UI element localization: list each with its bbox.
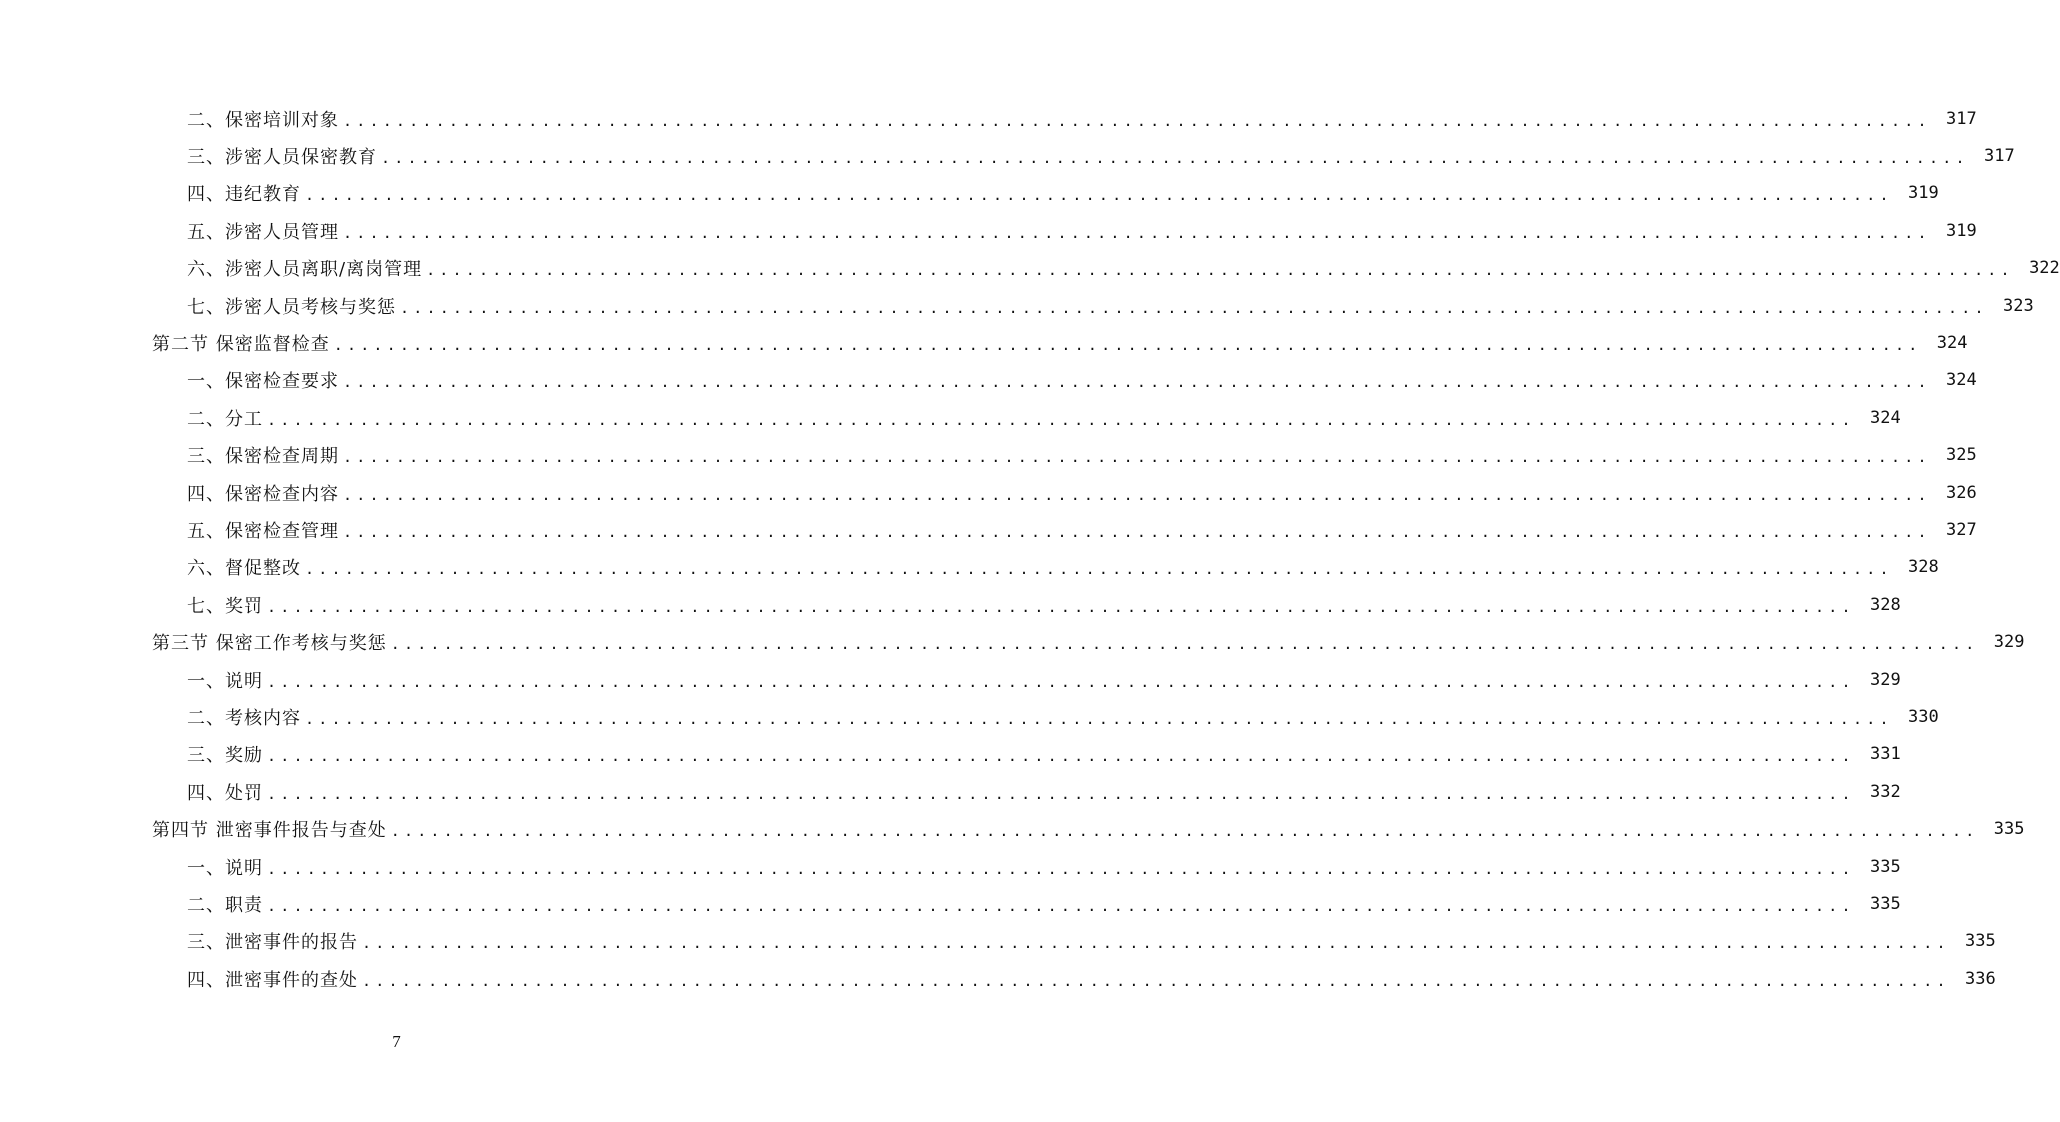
toc-entry-page: 319 — [1945, 220, 1977, 241]
toc-dot-leader: ........................................................................................................................ — [426, 261, 2014, 280]
toc-item-entry[interactable] — [0, 100, 1977, 137]
toc-entry-title: 二、考核内容 — [187, 707, 301, 729]
toc-dot-leader: ........................................................................................................................ — [267, 784, 1855, 803]
toc-dot-leader: ........................................................................................................................ — [400, 298, 1988, 317]
toc-dot-leader: ........................................................................................................................ — [343, 522, 1931, 541]
toc-entry-page: 335 — [1869, 856, 1901, 877]
toc-entry-title: 第三节 保密工作考核与奖惩 — [152, 633, 387, 655]
toc-dot-leader: ........................................................................................................................ — [267, 859, 1855, 878]
toc-entry-title: 三、保密检查周期 — [187, 446, 339, 468]
toc-item-entry[interactable] — [0, 885, 1901, 922]
toc-entry-title: 二、保密培训对象 — [187, 109, 339, 131]
toc-entry-title: 三、涉密人员保密教育 — [187, 147, 377, 169]
toc-dot-leader: ........................................................................................................................ — [267, 747, 1855, 766]
toc-dot-leader: ........................................................................................................................ — [390, 635, 1979, 654]
toc-dot-leader: ........................................................................................................................ — [343, 223, 1931, 242]
toc-dot-leader: ........................................................................................................................ — [343, 485, 1931, 504]
toc-entry-title: 一、说明 — [187, 670, 263, 692]
toc-item-entry[interactable] — [0, 175, 1939, 212]
toc-entry-page: 328 — [1869, 594, 1901, 615]
toc-item-entry[interactable] — [0, 437, 1977, 474]
toc-item-entry[interactable] — [0, 362, 1977, 399]
toc-entry-title: 四、违纪教育 — [187, 184, 301, 206]
toc-item-entry[interactable] — [0, 212, 1977, 249]
table-of-contents — [0, 100, 2060, 997]
toc-entry-page: 324 — [1936, 333, 1968, 354]
toc-entry-page: 317 — [1945, 108, 1977, 129]
toc-entry-page: 322 — [2029, 258, 2060, 279]
toc-item-entry[interactable] — [0, 549, 1939, 586]
toc-entry-page: 324 — [1869, 407, 1901, 428]
toc-dot-leader: ........................................................................................................................ — [362, 971, 1950, 990]
toc-entry-page: 329 — [1993, 632, 2025, 653]
toc-entry-page: 328 — [1907, 557, 1939, 578]
toc-entry-title: 五、涉密人员管理 — [187, 221, 339, 243]
toc-item-entry[interactable] — [0, 511, 1977, 548]
toc-dot-leader: ........................................................................................................................ — [343, 111, 1931, 130]
toc-item-entry[interactable] — [0, 848, 1901, 885]
toc-entry-page: 335 — [1964, 931, 1996, 952]
toc-entry-page: 336 — [1964, 968, 1996, 989]
toc-entry-title: 四、泄密事件的查处 — [187, 969, 358, 991]
toc-entry-page: 335 — [1993, 819, 2025, 840]
toc-dot-leader: ........................................................................................................................ — [267, 597, 1855, 616]
toc-entry-page: 335 — [1869, 893, 1901, 914]
toc-entry-title: 六、督促整改 — [187, 558, 301, 580]
toc-dot-leader: ........................................................................................................................ — [381, 149, 1969, 168]
toc-dot-leader: ........................................................................................................................ — [267, 410, 1855, 429]
toc-item-entry[interactable] — [0, 399, 1901, 436]
toc-entry-title: 七、奖罚 — [187, 595, 263, 617]
toc-item-entry[interactable] — [0, 287, 2034, 324]
toc-item-entry[interactable] — [0, 250, 2060, 287]
toc-dot-leader: ........................................................................................................................ — [362, 934, 1950, 953]
toc-dot-leader: ........................................................................................................................ — [343, 373, 1931, 392]
toc-entry-title: 六、涉密人员离职/离岗管理 — [187, 259, 423, 281]
toc-entry-page: 330 — [1907, 706, 1939, 727]
toc-entry-page: 323 — [2002, 295, 2034, 316]
toc-item-entry[interactable] — [0, 474, 1977, 511]
toc-section-entry[interactable] — [0, 623, 2025, 660]
toc-entry-title: 一、说明 — [187, 857, 263, 879]
toc-dot-leader: ........................................................................................................................ — [267, 672, 1855, 691]
toc-entry-page: 325 — [1945, 445, 1977, 466]
toc-section-entry[interactable] — [0, 810, 2025, 847]
toc-dot-leader: ........................................................................................................................ — [305, 186, 1893, 205]
toc-entry-page: 332 — [1869, 781, 1901, 802]
toc-entry-page: 327 — [1945, 519, 1977, 540]
toc-dot-leader: ........................................................................................................................ — [343, 448, 1931, 467]
toc-item-entry[interactable] — [0, 736, 1901, 773]
toc-entry-title: 四、保密检查内容 — [187, 483, 339, 505]
toc-entry-page: 331 — [1869, 744, 1901, 765]
toc-entry-title: 第四节 泄密事件报告与查处 — [152, 820, 387, 842]
toc-entry-page: 326 — [1945, 482, 1977, 503]
toc-entry-title: 二、职责 — [187, 894, 263, 916]
toc-entry-page: 319 — [1907, 183, 1939, 204]
toc-entry-page: 317 — [1983, 146, 2015, 167]
toc-item-entry[interactable] — [0, 698, 1939, 735]
toc-entry-page: 329 — [1869, 669, 1901, 690]
toc-dot-leader: ........................................................................................................................ — [305, 709, 1893, 728]
toc-dot-leader: ........................................................................................................................ — [333, 336, 1922, 355]
toc-item-entry[interactable] — [0, 661, 1901, 698]
toc-entry-title: 三、泄密事件的报告 — [187, 932, 358, 954]
toc-item-entry[interactable] — [0, 773, 1901, 810]
page-number: 7 — [392, 1032, 401, 1051]
toc-entry-title: 七、涉密人员考核与奖惩 — [187, 296, 396, 318]
toc-item-entry[interactable] — [0, 923, 1996, 960]
toc-dot-leader: ........................................................................................................................ — [267, 896, 1855, 915]
toc-entry-title: 二、分工 — [187, 408, 263, 430]
toc-entry-page: 324 — [1945, 370, 1977, 391]
toc-dot-leader: ........................................................................................................................ — [305, 560, 1893, 579]
toc-entry-title: 四、处罚 — [187, 782, 263, 804]
toc-item-entry[interactable] — [0, 137, 2015, 174]
toc-item-entry[interactable] — [0, 960, 1996, 997]
toc-entry-title: 第二节 保密监督检查 — [152, 334, 330, 356]
toc-entry-title: 一、保密检查要求 — [187, 371, 339, 393]
toc-entry-title: 三、奖励 — [187, 745, 263, 767]
toc-dot-leader: ........................................................................................................................ — [390, 822, 1979, 841]
toc-entry-title: 五、保密检查管理 — [187, 520, 339, 542]
toc-section-entry[interactable] — [0, 324, 1968, 361]
toc-item-entry[interactable] — [0, 586, 1901, 623]
